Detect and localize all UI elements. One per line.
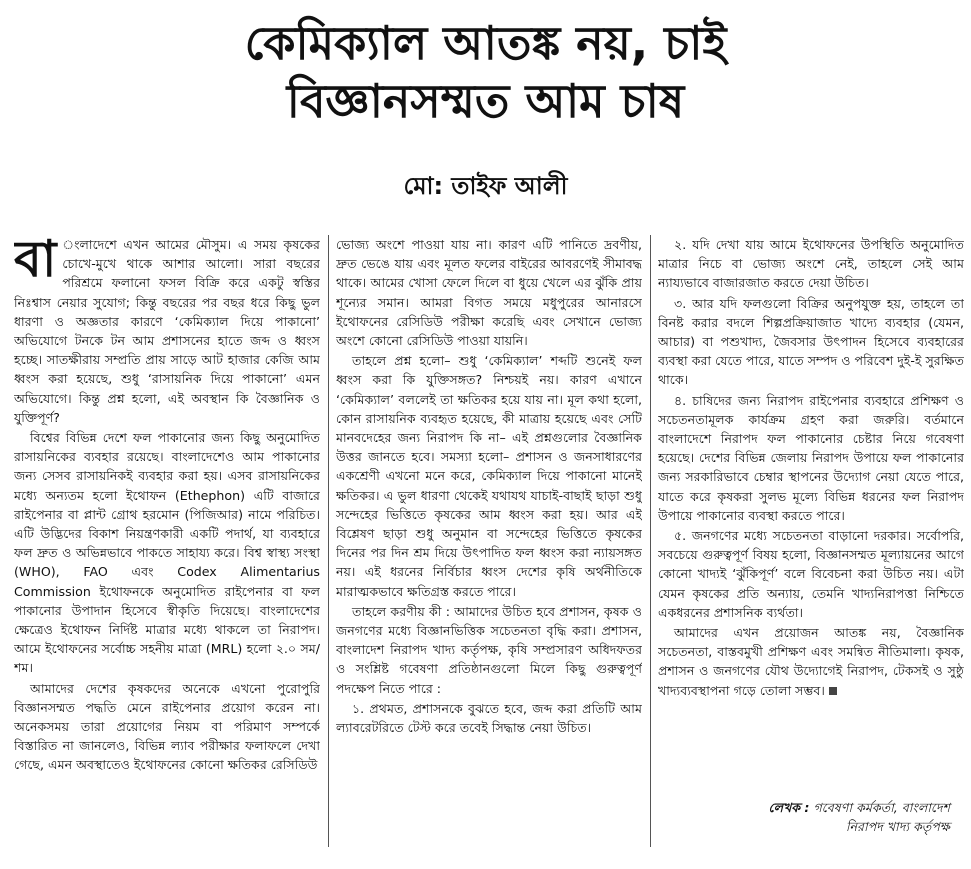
paragraph: তাহলে প্রশ্ন হলো– শুধু ‘কেমিক্যাল’ শব্দটি শুনেই ফল ধ্বংস করা কি যুক্তিসঙ্গত? নিশ্চয়ই নয়। কারণ এখানে ‘কেমিক্যাল’ বললেই তা ক্ষতিকর হয়ে যায় না। মূল কথা হলো, কোন রাসায়নিক ব্যবহৃত হয়েছে, কী মাত্রায় হয়েছে এবং সেটি মানবদেহের জন্য নিরাপদ কি না– এই প্রশ্নগুলোর বৈজ্ঞানিক উত্তর জানতে হবে। সমস্যা হলো– প্রশাসন ও জনসাধারণের একশ্রেণী এখনো মনে করে, কেমিক্যাল দিয়ে পাকানো মানেই ক্ষতিকর। এ ভুল ধারণা থেকেই যথাযথ যাচাই-বাছাই ছাড়া শুধু সন্দেহের ভিত্তিতে কৃষকের আম ধ্বংস করা হয়। আর এই বিশ্লেষণ ছাড়া শুধু অনুমান বা সন্দেহের ভিত্তিতে কৃষকের দিনের পর দিন শ্রম দিয়ে উৎপাদিত ফল ধ্বংস করা ন্যায়সঙ্গত নয়। এই ধরনের নির্বিচার ধ্বংস দেশের কৃষি অর্থনীতিকে মারাত্মকভাবে ক্ষতিগ্রস্ত করতে পারে। (336, 353, 642, 599)
paragraph: ভোজ্য অংশে পাওয়া যায় না। কারণ এটি পানিতে দ্রবণীয়, দ্রুত ভেঙে যায় এবং মূলত ফলের বাইরের আবরণেই সীমাবদ্ধ থাকে। আমের খোসা ফেলে দিলে বা ধুয়ে খেলে এর ঝুঁকি প্রায় শূন্যের সমান। আমরা বিগত সময়ে মধুপুরের আনারসে ইথোফনের রেসিডিউ পরীক্ষা করেছি এবং সেখানে ভোজ্য অংশে কোনো রেসিডিউ পাওয়া যায়নি। (336, 237, 642, 349)
paragraph: বিশ্বের বিভিন্ন দেশে ফল পাকানোর জন্য কিছু অনুমোদিত রাসায়নিকের ব্যবহার রয়েছে। বাংলাদেশেও আম পাকানোর জন্য সেসব রাসায়নিকই ব্যবহার করা হয়। এসব রাসায়নিকের মধ্যে অন্যতম হলো ইথোফন (Ethephon) এটি বাজারে রাইপেনার বা প্লান্ট গ্রোথ হরমোন (পিজিআর) নামে পরিচিত। এটি উদ্ভিদের বিকাশ নিয়ন্ত্রণকারী একটি পদার্থ, যা ব্যবহারে ফল দ্রুত ও অভিন্নভাবে পাকতে সাহায্য করে। বিশ্ব স্বাস্থ্য সংস্থা (WHO), FAO এবং Codex Alimentarius Commission ইথোফনকে অনুমোদিত রাইপেনার বা ফল পাকানোর উপাদান হিসেবে স্বীকৃতি দিয়েছে। বাংলাদেশের ক্ষেত্রেও ইথোফন নির্দিষ্ট মাত্রার মধ্যে থাকলে তা নিরাপদ। আমে ইথোফনের সর্বোচ্চ সহনীয় মাত্রা (MRL) হলো ২.০ সম/শম। (14, 430, 320, 676)
paragraph-text: আমাদের এখন প্রয়োজন আতঙ্ক নয়, বৈজ্ঞানিক সচেতনতা, বাস্তবমুখী প্রশিক্ষণ এবং সমন্বিত নীতিমালা। কৃষক, প্রশাসন ও জনগণের যৌথ উদ্যোগেই নিরাপদ, টেকসই ও সুষ্ঠু খাদ্যব্যবস্থাপনা গড়ে তোলা সম্ভব। (658, 625, 964, 698)
headline-line-2: বিজ্ঞানসম্মত আম চাষ (286, 74, 685, 128)
article-column-1 (14, 235, 320, 855)
paragraph: তাহলে করণীয় কী : আমাদের উচিত হবে প্রশাসন, কৃষক ও জনগণের মধ্যে বিজ্ঞানভিত্তিক সচেতনতা বৃদ্ধি করা। প্রশাসন, বাংলাদেশ নিরাপদ খাদ্য কর্তৃপক্ষ, কৃষি সম্প্রসারণ অধিদফতর ও সংশ্লিষ্ট গবেষণা প্রতিষ্ঠানগুলো মিলে কিছু গুরুত্বপূর্ণ পদক্ষেপ নিতে পারে : (336, 603, 642, 696)
paragraph (658, 623, 964, 700)
headline-line-1: কেমিক্যাল আতঙ্ক নয়, চাই (244, 16, 727, 70)
paragraph: আমাদের দেশের কৃষকদের অনেকে এখনো পুরোপুরি বিজ্ঞানসম্মত পদ্ধতি মেনে রাইপেনার প্রয়োগ করেন না। অনেকসময় তারা প্রয়োগের নিয়ম বা পরিমাণ সম্পর্কে বিস্তারিত না জানলেও, বিভিন্ন ল্যাব পরীক্ষার ফলাফলে দেখা গেছে, এমন অবস্থাতেও ইথোফনের কোনো ক্ষতিকর রেসিডিউ (14, 680, 320, 773)
article-column-2 (336, 235, 642, 855)
paragraph: ৩. আর যদি ফলগুলো বিক্রির অনুপযুক্ত হয়, তাহলে তা বিনষ্ট করার বদলে শিল্পপ্রক্রিয়াজাত খাদ্যে ব্যবহার (যেমন, আচার) বা পশুখাদ্য, জৈবসার উৎপাদন হিসেবে ব্যবহারের ব্যবস্থা করা যেতে পারে, যাতে সম্পদ ও পরিবেশ দুই-ই সুরক্ষিত থাকে। (658, 295, 964, 388)
headline (0, 14, 971, 130)
end-mark-icon (829, 687, 837, 695)
article-body (14, 235, 964, 855)
drop-cap: বা (14, 235, 57, 288)
credit-line-1: গবেষণা কর্মকর্তা, বাংলাদেশ (813, 800, 950, 815)
credit-line-2: নিরাপদ খাদ্য কর্তৃপক্ষ (845, 819, 950, 835)
credit-label: লেখক : (768, 800, 810, 815)
article-column-3 (658, 235, 964, 855)
paragraph: ২. যদি দেখা যায় আমে ইথোফনের উপস্থিতি অনুমোদিত মাত্রার নিচে বা ভোজ্য অংশে নেই, তাহলে সেই আম ন্যায্যভাবে বাজারজাত করতে দেয়া উচিত। (658, 237, 964, 291)
paragraph: ৫. জনগণের মধ্যে সচেতনতা বাড়ানো দরকার। সর্বোপরি, সবচেয়ে গুরুত্বপূর্ণ বিষয় হলো, বিজ্ঞানসম্মত মূল্যায়নের আগে কোনো খাদ্যই ‘ঝুঁকিপূর্ণ’ বলে বিবেচনা করা উচিত নয়। এটা যেমন কৃষকের প্রতি অন্যায়, তেমনি খাদ্যনিরাপত্তা নিশ্চিতে একধরনের প্রশাসনিক ব্যর্থতা। (658, 528, 964, 620)
paragraph (14, 235, 320, 427)
paragraph: ১. প্রথমত, প্রশাসনকে বুঝতে হবে, জব্দ করা প্রতিটি আম ল্যাবরেটরিতে টেস্ট করে তবেই সিদ্ধান্ত নেয়া উচিত। (336, 700, 642, 736)
paragraph-text: ংলাদেশে এখন আমের মৌসুম। এ সময় কৃষকের চোখে-মুখে থাকে আশার আলো। সারা বছরের পরিশ্রমে ফলানো ফসল বিক্রি করে একটু স্বস্তির নিঃশ্বাস নেয়ার সুযোগ; কিন্তু বছরের পর বছর ধরে কিছু ভুল ধারণা ও অজ্ঞতার কারণে ‘কেমিক্যাল দিয়ে পাকানো’ অভিযোগে টনকে টন আম প্রশাসনের হাতে জব্দ ও ধ্বংস হচ্ছে। সাতক্ষীরায় সম্প্রতি প্রায় সাড়ে আট হাজার কেজি আম ধ্বংস করা হয়েছে, শুধু ‘রাসায়নিক দিয়ে পাকানো’ এমন অভিযোগে। কিন্তু প্রশ্ন হলো, এই অবস্থান কি বৈজ্ঞানিক ও যুক্তিপূর্ণ? (14, 237, 320, 425)
author-credit (644, 798, 950, 836)
paragraph: ৪. চাষিদের জন্য নিরাপদ রাইপেনার ব্যবহারে প্রশিক্ষণ ও সচেতনতামূলক কার্যক্রম গ্রহণ করা জরুরি। বর্তমানে বাংলাদেশে নিরাপদ ফল পাকানোর চেষ্টার নিয়ে গবেষণা হয়েছে। দেশের বিভিন্ন জেলায় নিরাপদ উপায়ে ফল পাকানোর জন্য সরকারিভাবে চেম্বার স্থাপনের উদ্যোগ নেয়া যেতে পারে, যাতে করে কৃষকরা সুলভ মূল্যে বিভিন্ন ধরনের ফল নিরাপদ উপায়ে পাকানোর ব্যবস্থা করতে পারে। (658, 392, 964, 523)
byline: মো: তাইফ আলী (403, 172, 568, 200)
